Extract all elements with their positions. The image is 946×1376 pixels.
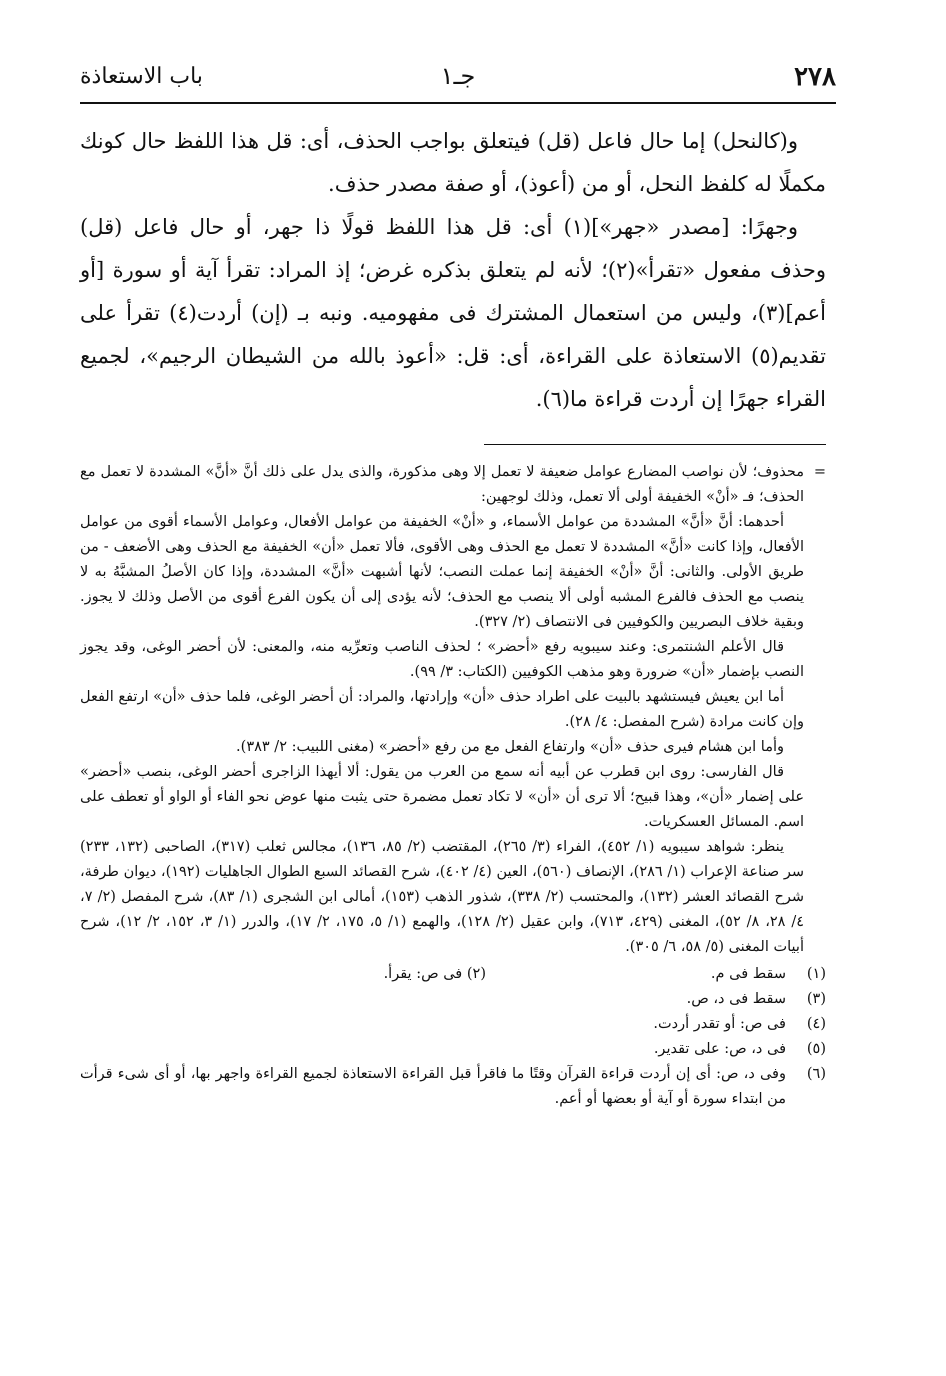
continued-note — [80, 460, 826, 960]
note-paragraph: قال الفارسى: روى ابن قطرب عن أبيه أنه سمع من العرب من يقول: ألا أيهذا الزاجرى أحضر الوغى، بنصب «أحضر» على إضمار «أن»، وهذا قبيح؛ ألا ترى أن «أن» لا تكاد تعمل مضمرة حتى يثبت منها عوض نحو الفاء أو الواو أو تعطف على اسم. المسائل العسكريات. — [80, 764, 804, 830]
volume-label: جـ١ — [440, 62, 476, 90]
footnote-number: (٤) — [806, 1016, 826, 1032]
footnote-item — [80, 1012, 826, 1037]
main-paragraph: و(كالنحل) إما حال فاعل (قل) فيتعلق بواجب الحذف، أى: قل هذا اللفظ حال كونك مكملًا له كلفظ النحل، أو من (أعوذ)، أو صفة مصدر حذف. — [80, 129, 826, 196]
footnote-text: سقط فى د، ص. — [686, 991, 786, 1007]
footnote-text: وفى د، ص: أى إن أردت قراءة القرآن وقتًا ما فاقرأ قبل القراءة الاستعاذة لجميع القراءة واجهر بها، أو أى شىء قرأت من ابتداء سورة أو آية أو بعضها أو أعم. — [80, 1066, 786, 1107]
footnotes-section — [80, 460, 826, 1112]
footnote-item — [80, 987, 826, 1012]
footnote-item — [80, 1062, 826, 1112]
footnote-text: فى د، ص: على تقدير. — [653, 1041, 786, 1057]
footnote-number: (٥) — [806, 1041, 826, 1057]
footnote-text: فى ص: يقرأ. — [383, 966, 463, 982]
footnote-item — [80, 962, 826, 987]
footnote-list — [80, 962, 826, 1112]
note-paragraph: أما ابن يعيش فيستشهد بالبيت على اطراد حذف «أن» وإرادتها، والمراد: أن أحضر الوغى، فلما حذف «أن» ارتفع الفعل وإن كانت مرادة (شرح المفصل: ٤/ ٢٨). — [79, 689, 804, 730]
footnote-text: سقط فى م. — [710, 966, 786, 982]
footnote-number: (١) — [806, 966, 826, 982]
chapter-title: باب الاستعاذة — [80, 64, 203, 89]
main-text — [80, 120, 826, 421]
footnote-separator — [484, 444, 826, 445]
page-header — [80, 62, 836, 104]
footnote-item-inline — [384, 962, 486, 987]
footnote-text: فى ص: أو تقدر أردت. — [653, 1016, 786, 1032]
continuation-mark: = — [813, 464, 826, 480]
note-paragraph: أحدهما: أنَّ «أنَّ» المشددة من عوامل الأسماء، و «أنْ» الخفيفة من عوامل الأفعال، وعوامل الأسماء أقوى من عوامل الأفعال، وإذا كانت «أنَّ» المشددة لا تعمل مع الحذف وهى الأقوى، فألا تعمل «أن» الخفيفة مع الحذف وهى الأضعف - من طريق الأولى. والثانى: أنَّ «أنْ» الخفيفة إنما عملت النصب؛ لأنها أشبهت «أنَّ» المشددة، وإذا كان الأصلُ المشبَّهُ به لا ينصب مع الحذف فالفرع المشبه أولى ألا ينصب مع الحذف؛ لأنه يؤدى إلى أن يكون الفرع أقوى من الأصل وذلك لا يجوز. وبقية خلاف البصريين والكوفيين فى الانتصاف (٢/ ٣٢٧). — [80, 514, 804, 630]
note-paragraph: ينظر: شواهد سيبويه (١/ ٤٥٢)، الفراء (٣/ ٢٦٥)، المقتضب (٢/ ٨٥، ١٣٦)، مجالس ثعلب (٣١٧)، الصاحبى (١٣٢، ٢٣٣) سر صناعة الإعراب (١/ ٢٨٦)، الإنصاف (٥٦٠)، العين (٤/ ٤٠٢)، شرح القصائد السبع الطوال الجاهليات (١٩٢)، ديوان طرفة، شرح القصائد العشر (١٣٢)، والمحتسب (٢/ ٣٣٨)، شذور الذهب (١٥٣)، أمالى ابن الشجرى (١/ ٨٣)، شرح المفصل (٢/ ٧، ٤/ ٢٨، ٨/ ٥٢)، المغنى (٤٢٩، ٧١٣)، وابن عقيل (٢/ ١٢٨)، والهمع (١/ ٥، ١٧٥، ٢/ ١٧)، والدرر (١/ ٣، ١٥٢، ٢/ ١٢)، شرح أبيات المغنى (٥/ ٥٨، ٦/ ٣٠٥). — [80, 839, 805, 955]
footnote-number: (٢) — [466, 966, 486, 982]
page-number: ٢٧٨ — [794, 62, 836, 92]
note-paragraph: قال الأعلم الشنتمرى: وعند سيبويه رفع «أحضر» ؛ لحذف الناصب وتعرِّيه منه، والمعنى: لأن أحضر الوغى، وقد يجوز النصب بإضمار «أن» ضرورة وهو مذهب الكوفيين (الكتاب: ٣/ ٩٩). — [80, 639, 804, 680]
footnote-number: (٣) — [806, 991, 826, 1007]
main-paragraph: وجهرًا: [مصدر «جهر»](١) أى: قل هذا اللفظ قولًا ذا جهر، أو حال فاعل (قل) وحذف مفعول «تقرأ»(٢)؛ لأنه لم يتعلق بذكره غرض؛ إذ المراد: تقرأ آية أو سورة [أو أعم](٣)، وليس من استعمال المشترك فى مفهوميه. ونبه بـ (إن) أردت(٤) تقرأ على تقديم(٥) الاستعاذة على القراءة، أى: قل: «أعوذ بالله من الشيطان الرجيم»، لجميع القراء جهرًا إن أردت قراءة ما(٦). — [80, 215, 826, 411]
footnote-item — [80, 1037, 826, 1062]
note-paragraph: وأما ابن هشام فيرى حذف «أن» وارتفاع الفعل مع من رفع «أحضر» (مغنى اللبيب: ٢/ ٣٨٣). — [236, 739, 784, 755]
footnote-number: (٦) — [806, 1066, 826, 1082]
note-paragraph: محذوف؛ لأن نواصب المضارع عوامل ضعيفة لا تعمل إلا وهى مذكورة، والذى يدل على ذلك أنَّ «أنَّ» المشددة لا تعمل مع الحذف؛ فـ «أنْ» الخفيفة أولى ألا تعمل، وذلك لوجهين: — [80, 464, 804, 505]
